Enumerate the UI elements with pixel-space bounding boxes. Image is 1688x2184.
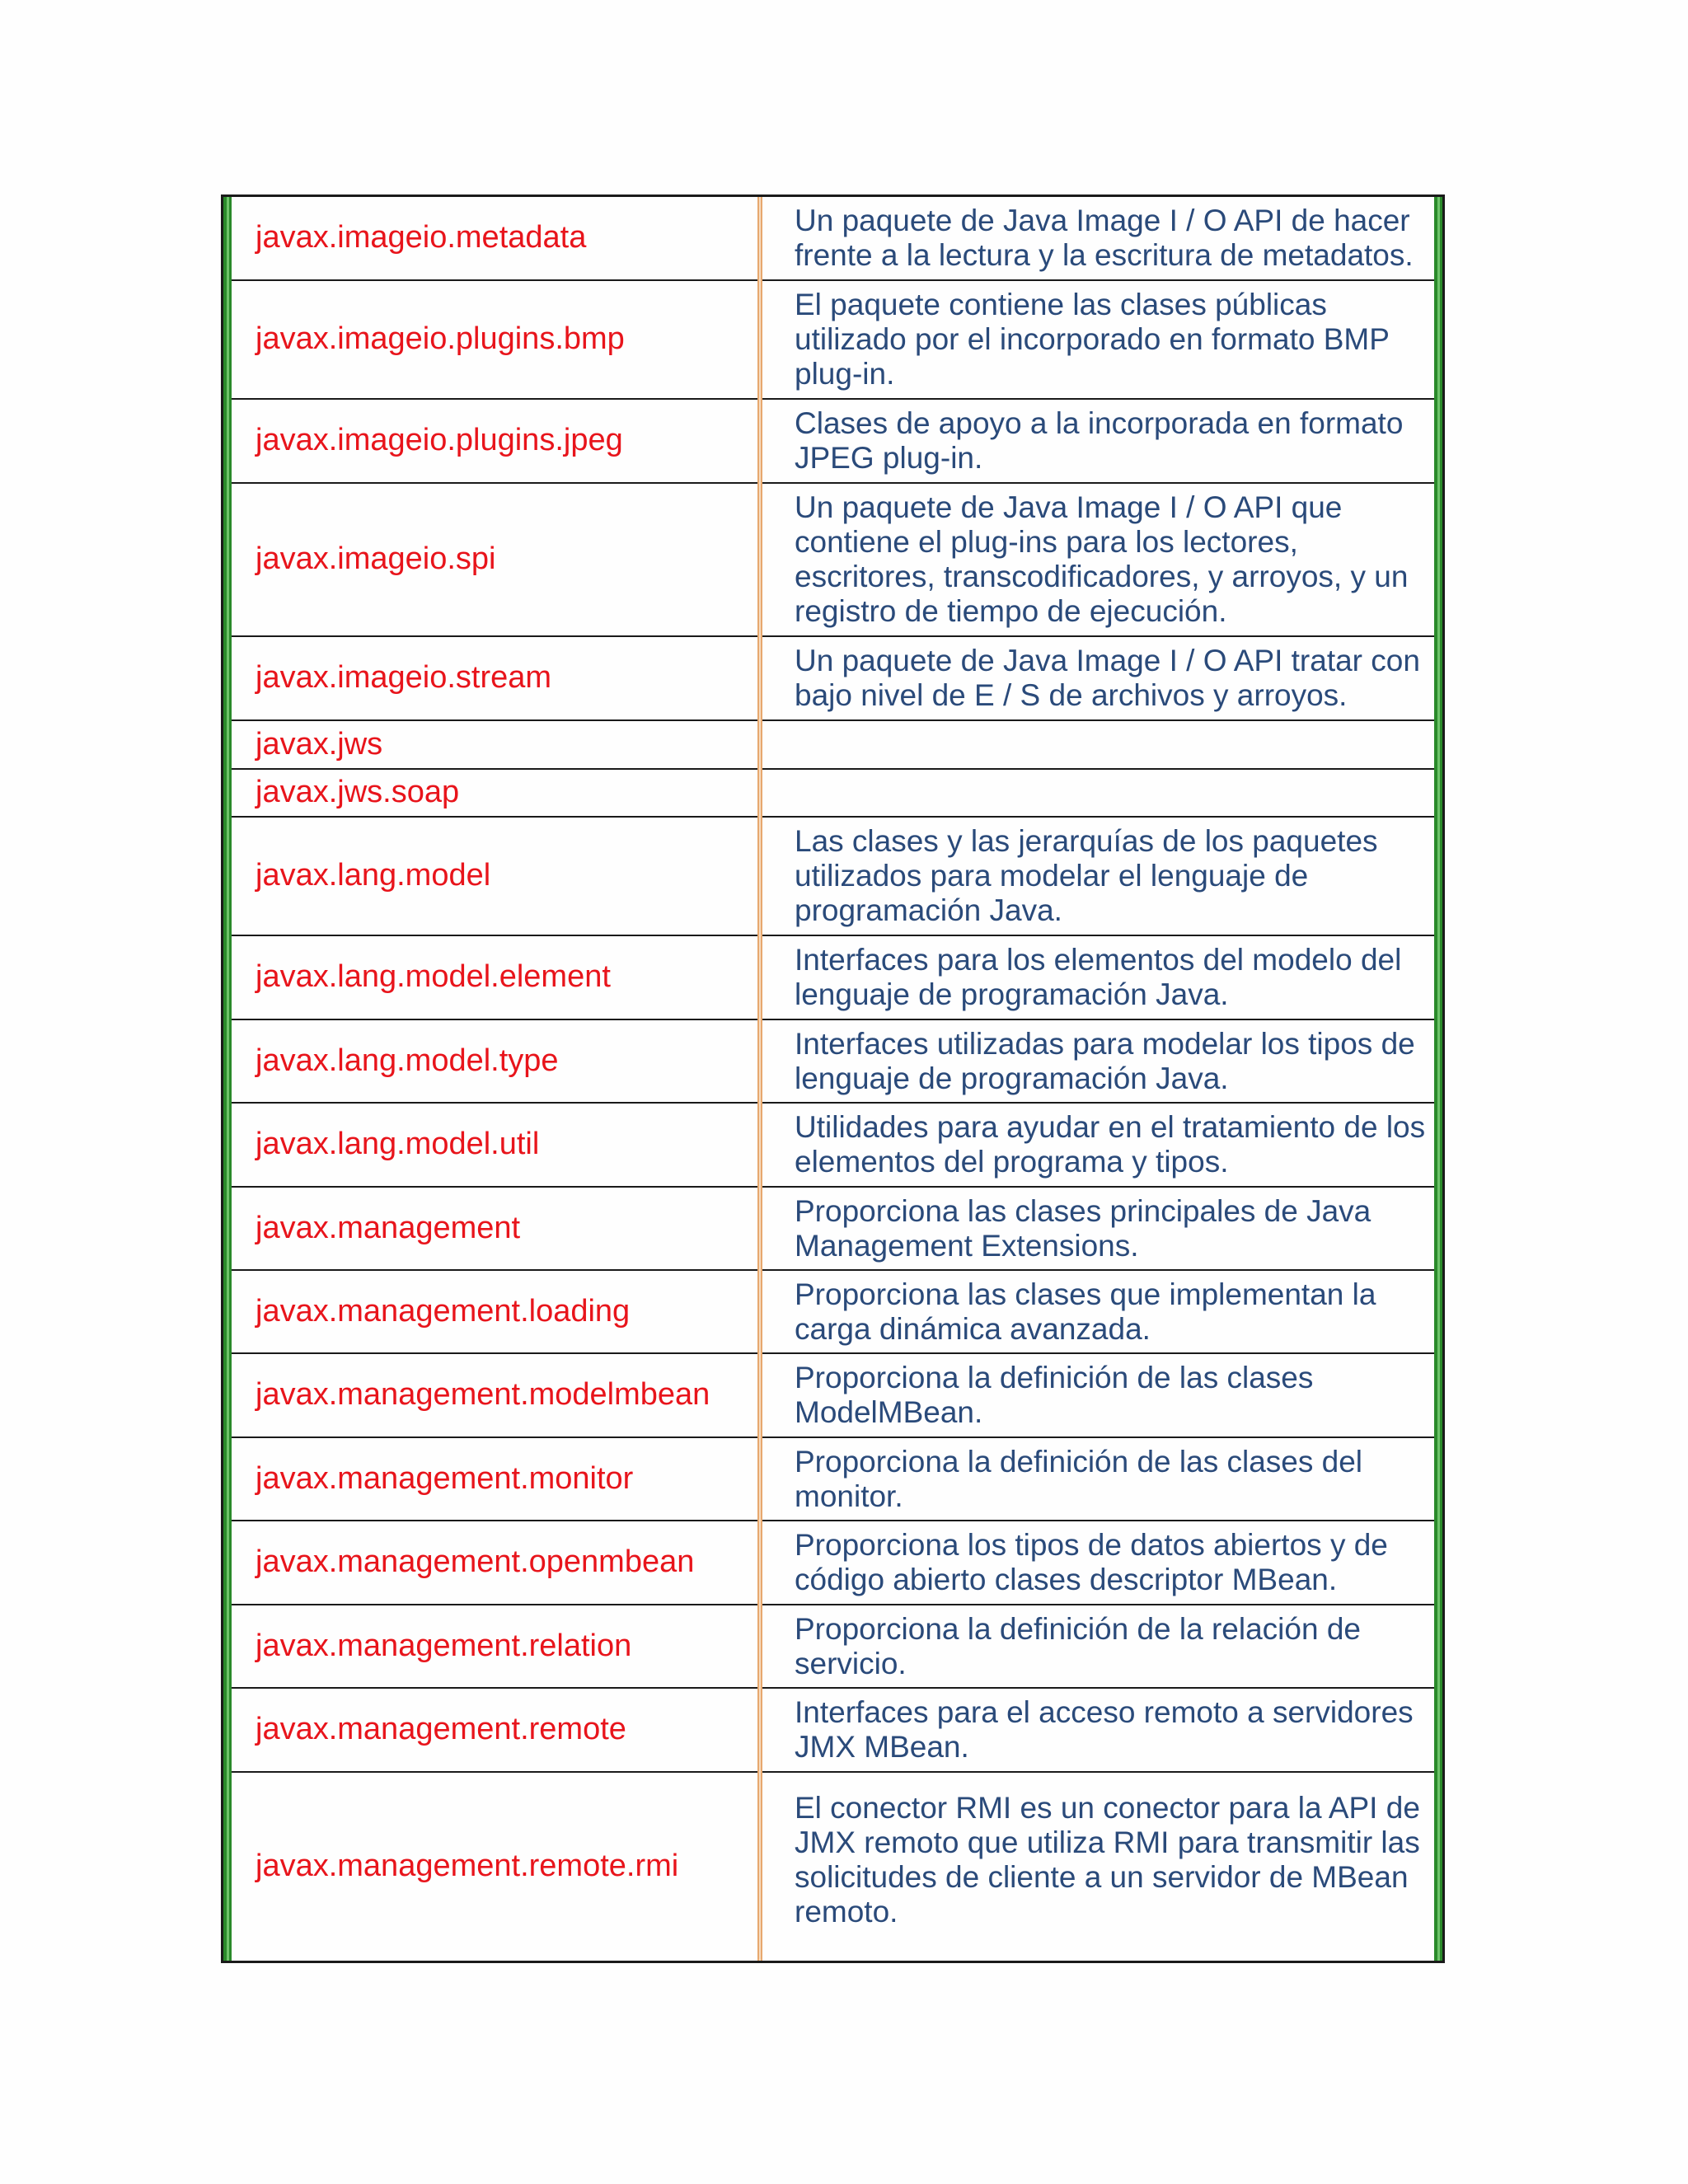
package-description: Un paquete de Java Image I / O API tratar con bajo nivel de E / S de archivos y arroyos.: [795, 644, 1420, 712]
package-name: javax.jws: [256, 726, 383, 762]
package-name: javax.imageio.spi: [256, 541, 496, 577]
package-name: javax.management.remote: [256, 1712, 626, 1747]
table-row: [221, 1689, 1445, 1773]
package-description: Un paquete de Java Image I / O API que contiene el plug-ins para los lectores, escritores, transcodificadores, y arroyos, y un registro de tiempo de ejecución.: [795, 490, 1409, 628]
table-row: [221, 197, 1445, 281]
table-row: [221, 770, 1445, 818]
table-right-border: [1434, 197, 1445, 1961]
package-description: [760, 721, 1445, 768]
package-description: Proporciona las clases principales de Java Management Extensions.: [795, 1193, 1372, 1263]
table-left-border: [221, 197, 232, 1961]
package-name: javax.jws.soap: [256, 775, 460, 810]
package-name: javax.imageio.stream: [256, 660, 552, 696]
table-row: [221, 1773, 1445, 1961]
table-row: [221, 936, 1445, 1020]
package-name: javax.management.modelmbean: [256, 1377, 710, 1413]
package-name: javax.lang.model: [256, 858, 491, 893]
table-row: [221, 1521, 1445, 1605]
package-description: [760, 770, 1445, 816]
package-description: Interfaces utilizadas para modelar los tipos de lenguaje de programación Java.: [795, 1026, 1415, 1095]
package-name: javax.management.openmbean: [256, 1544, 695, 1580]
package-description: Clases de apoyo a la incorporada en formato JPEG plug-in.: [795, 406, 1404, 475]
package-name: javax.management: [256, 1210, 521, 1245]
package-description: Proporciona la definición de las clases ModelMBean.: [795, 1361, 1314, 1429]
package-description: Proporciona la definición de las clases del monitor.: [795, 1444, 1363, 1513]
package-name: javax.imageio.plugins.bmp: [256, 321, 625, 357]
table-row: [221, 1354, 1445, 1438]
package-description: Utilidades para ayudar en el tratamiento de los elementos del programa y tipos.: [795, 1110, 1426, 1179]
package-description: Interfaces para los elementos del modelo del lenguaje de programación Java.: [795, 943, 1402, 1011]
package-name: javax.imageio.plugins.jpeg: [256, 423, 623, 458]
package-description: Proporciona la definición de la relación de servicio.: [795, 1611, 1361, 1680]
package-description: Proporciona los tipos de datos abiertos y de código abierto clases descriptor MBean.: [795, 1528, 1388, 1596]
package-name: javax.management.monitor: [256, 1460, 634, 1496]
package-name: javax.management.relation: [256, 1628, 632, 1663]
table-row: [221, 1020, 1445, 1104]
package-description: Proporciona las clases que implementan la carga dinámica avanzada.: [795, 1277, 1376, 1346]
package-name: javax.lang.model.type: [256, 1043, 559, 1078]
package-name: javax.management.loading: [256, 1293, 631, 1329]
table-row: [221, 1104, 1445, 1188]
package-name: javax.lang.model.element: [256, 959, 611, 995]
package-name: javax.lang.model.util: [256, 1127, 540, 1162]
column-divider: [757, 197, 762, 1961]
table-row: [221, 1188, 1445, 1271]
table-row: [221, 281, 1445, 400]
package-description: Interfaces para el acceso remoto a servidores JMX MBean.: [795, 1695, 1414, 1764]
table-row: [221, 484, 1445, 637]
table-row: [221, 637, 1445, 721]
package-description: Las clases y las jerarquías de los paquetes utilizados para modelar el lenguaje de programación Java.: [795, 824, 1378, 927]
package-description: El paquete contiene las clases públicas utilizado por el incorporado en formato BMP plug-in.: [795, 288, 1390, 391]
table-row: [221, 1271, 1445, 1354]
package-description: El conector RMI es un conector para la API de JMX remoto que utiliza RMI para transmitir las solicitudes de cliente a un servidor de MBean remoto.: [795, 1791, 1420, 1929]
table-row: [221, 400, 1445, 484]
package-name: javax.management.remote.rmi: [256, 1849, 679, 1884]
table-row: [221, 1605, 1445, 1689]
table-row: [221, 818, 1445, 936]
package-name: javax.imageio.metadata: [256, 220, 587, 255]
table-row: [221, 721, 1445, 770]
table-row: [221, 1438, 1445, 1521]
package-description: Un paquete de Java Image I / O API de hacer frente a la lectura y la escritura de metadatos.: [795, 204, 1414, 272]
package-table: [221, 194, 1445, 1963]
